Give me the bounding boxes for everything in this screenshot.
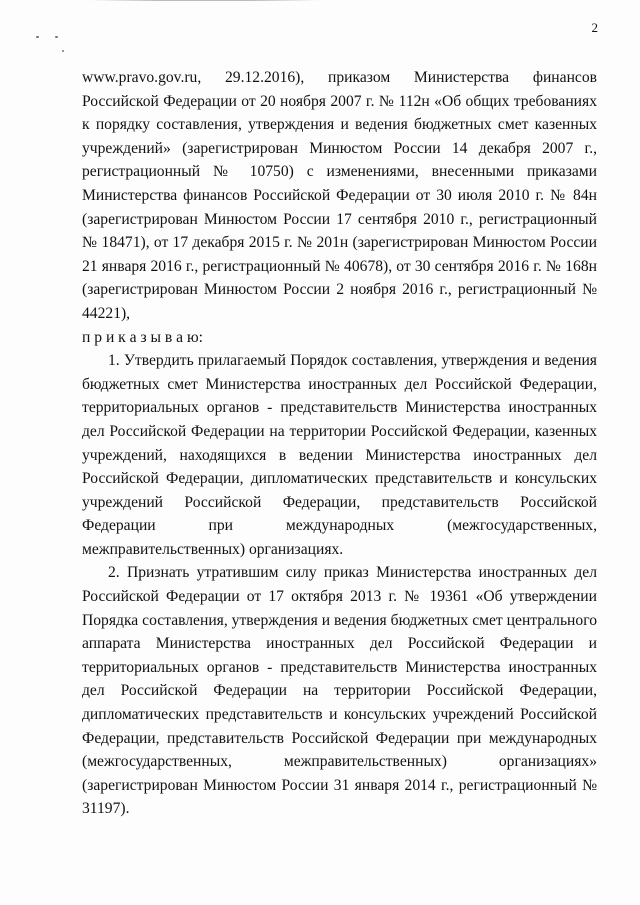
clause-1: 1. Утвердить прилагаемый Порядок составления, утверждения и ведения бюджетных смет Министерства иностранных дел Российской Федерации, территориальных органов - представительств Министерства иностранных дел Российской Федерации на территории Российской Федерации, казенных учреждений, находящихся в ведении Министерства иностранных дел Российской Федерации, дипломатических представительств и консульских учреждений Российской Федерации, представительств Российской Федерации при международных (межгосударственных, межправительственных) организациях.: [82, 352, 597, 558]
scan-edge-line: [90, 0, 320, 1]
scan-speck: [62, 50, 64, 52]
scan-speck: [36, 36, 39, 38]
scan-speck: [55, 36, 58, 38]
document-body: [82, 66, 597, 821]
clause-2: 2. Признать утратившим силу приказ Министерства иностранных дел Российской Федерации от 17 октября 2013 г. № 19361 «Об утверждении Порядка составления, утверждения и ведения бюджетных смет центрального аппарата Министерства иностранных дел Российской Федерации и территориальных органов - представительств Министерства иностранных дел Российской Федерации на территории Российской Федерации, дипломатических представительств и консульских учреждений Российской Федерации, представительств Российской Федерации при международных (межгосударственных, межправительственных) организациях» (зарегистрирован Минюстом России 31 января 2014 г., регистрационный № 31197).: [82, 564, 597, 818]
continuation-paragraph: www.pravo.gov.ru, 29.12.2016), приказом Министерства финансов Российской Федерации от 20 ноября 2007 г. № 112н «Об общих требованиях к порядку составления, утверждения и ведения бюджетных смет казенных учреждений» (зарегистрирован Минюстом России 14 декабря 2007 г., регистрационный № 10750) с изменениями, внесенными приказами Министерства финансов Российской Федерации от 30 июля 2010 г. № 84н (зарегистрирован Минюстом России 17 сентября 2010 г., регистрационный № 18471), от 17 декабря 2015 г. № 201н (зарегистрирован Минюстом России 21 января 2016 г., регистрационный № 40678), от 30 сентября 2016 г. № 168н (зарегистрирован Минюстом России 2 ноября 2016 г., регистрационный № 44221),: [82, 69, 597, 322]
page-number: 2: [591, 20, 598, 35]
order-word: п р и к а з ы в а ю:: [82, 328, 203, 346]
